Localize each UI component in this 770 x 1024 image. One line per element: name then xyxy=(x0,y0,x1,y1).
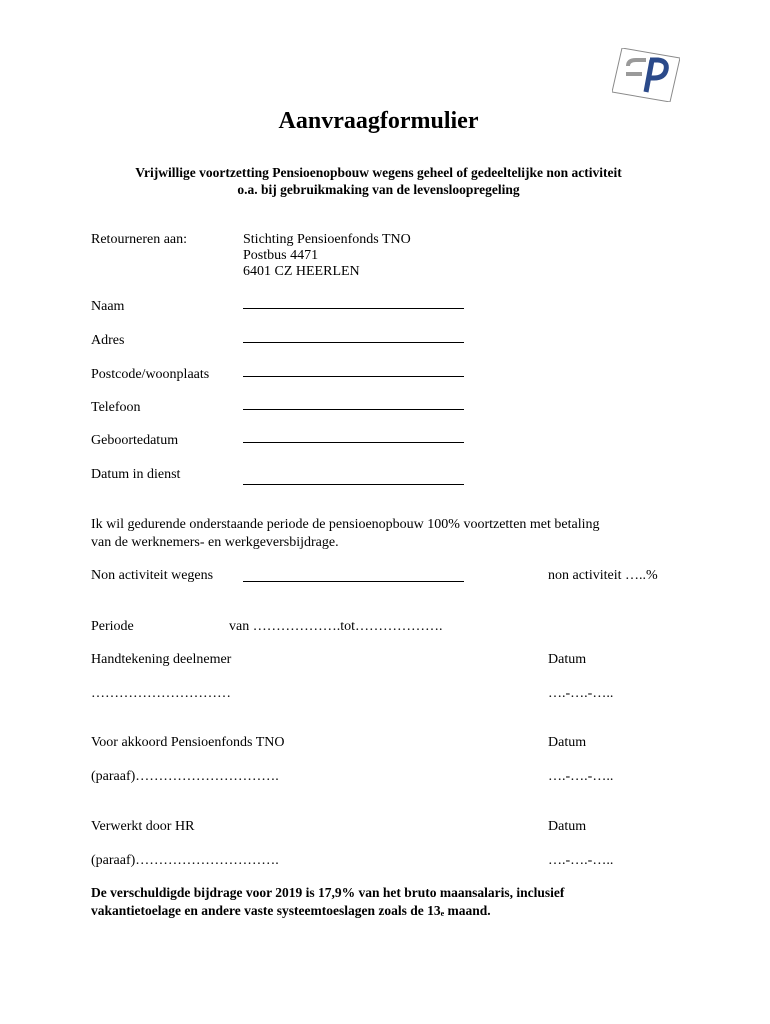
field-label-adres: Adres xyxy=(91,333,125,348)
return-address-line: Postbus 4471 xyxy=(243,248,319,263)
note-text: maand. xyxy=(444,903,491,918)
form-subtitle xyxy=(0,164,757,198)
note-line: De verschuldigde bijdrage voor 2019 is 17,9% van het bruto maansalaris, inclusief xyxy=(91,885,565,900)
postcode-input-line[interactable] xyxy=(243,376,464,377)
contribution-note xyxy=(91,884,564,923)
date-value[interactable]: ….-….-….. xyxy=(548,853,614,868)
date-label: Datum xyxy=(548,652,587,667)
subtitle-line: Vrijwillige voortzetting Pensioenopbouw wegens geheel of gedeeltelijke non activiteit xyxy=(135,165,622,180)
field-label-naam: Naam xyxy=(91,299,125,314)
datum-in-dienst-input-line[interactable] xyxy=(243,484,464,485)
note-superscript: e xyxy=(440,909,445,918)
signature-label: Verwerkt door HR xyxy=(91,819,195,834)
field-label-telefoon: Telefoon xyxy=(91,400,141,415)
date-label: Datum xyxy=(548,735,587,750)
date-label: Datum xyxy=(548,819,587,834)
field-label-geboortedatum: Geboortedatum xyxy=(91,433,179,448)
period-value[interactable]: van ……………….tot………………. xyxy=(229,619,443,634)
page-title: Aanvraagformulier xyxy=(278,108,479,134)
non-activity-label: Non activiteit wegens xyxy=(91,568,214,583)
note-text: vakantietoelage en andere vaste systeemtoeslagen zoals de 13 xyxy=(91,903,441,918)
signature-label: Voor akkoord Pensioenfonds TNO xyxy=(91,735,285,750)
return-address-line: 6401 CZ HEERLEN xyxy=(243,264,360,279)
statement-line: van de werknemers- en werkgeversbijdrage. xyxy=(91,535,339,550)
date-value[interactable]: ….-….-….. xyxy=(548,769,614,784)
paraaf-line[interactable]: (paraaf)…………………………. xyxy=(91,853,279,868)
adres-input-line[interactable] xyxy=(243,342,464,343)
signature-line[interactable]: ………………………… xyxy=(91,686,231,701)
statement-line: Ik wil gedurende onderstaande periode de pensioenopbouw 100% voortzetten met betaling xyxy=(91,517,600,532)
field-label-datum-in-dienst: Datum in dienst xyxy=(91,467,181,482)
non-activity-percent[interactable]: non activiteit …..% xyxy=(548,568,658,583)
subtitle-line: o.a. bij gebruikmaking van de levensloopregeling xyxy=(237,182,520,197)
note-line xyxy=(91,902,564,923)
date-value[interactable]: ….-….-….. xyxy=(548,686,614,701)
signature-label: Handtekening deelnemer xyxy=(91,652,232,667)
period-label: Periode xyxy=(91,619,134,634)
naam-input-line[interactable] xyxy=(243,308,464,309)
return-label: Retourneren aan: xyxy=(91,232,188,247)
pensioenfonds-logo xyxy=(612,48,680,102)
non-activity-input-line[interactable] xyxy=(243,581,464,582)
geboortedatum-input-line[interactable] xyxy=(243,442,464,443)
telefoon-input-line[interactable] xyxy=(243,409,464,410)
return-address-line: Stichting Pensioenfonds TNO xyxy=(243,232,411,247)
paraaf-line[interactable]: (paraaf)…………………………. xyxy=(91,769,279,784)
field-label-postcode: Postcode/woonplaats xyxy=(91,367,210,382)
